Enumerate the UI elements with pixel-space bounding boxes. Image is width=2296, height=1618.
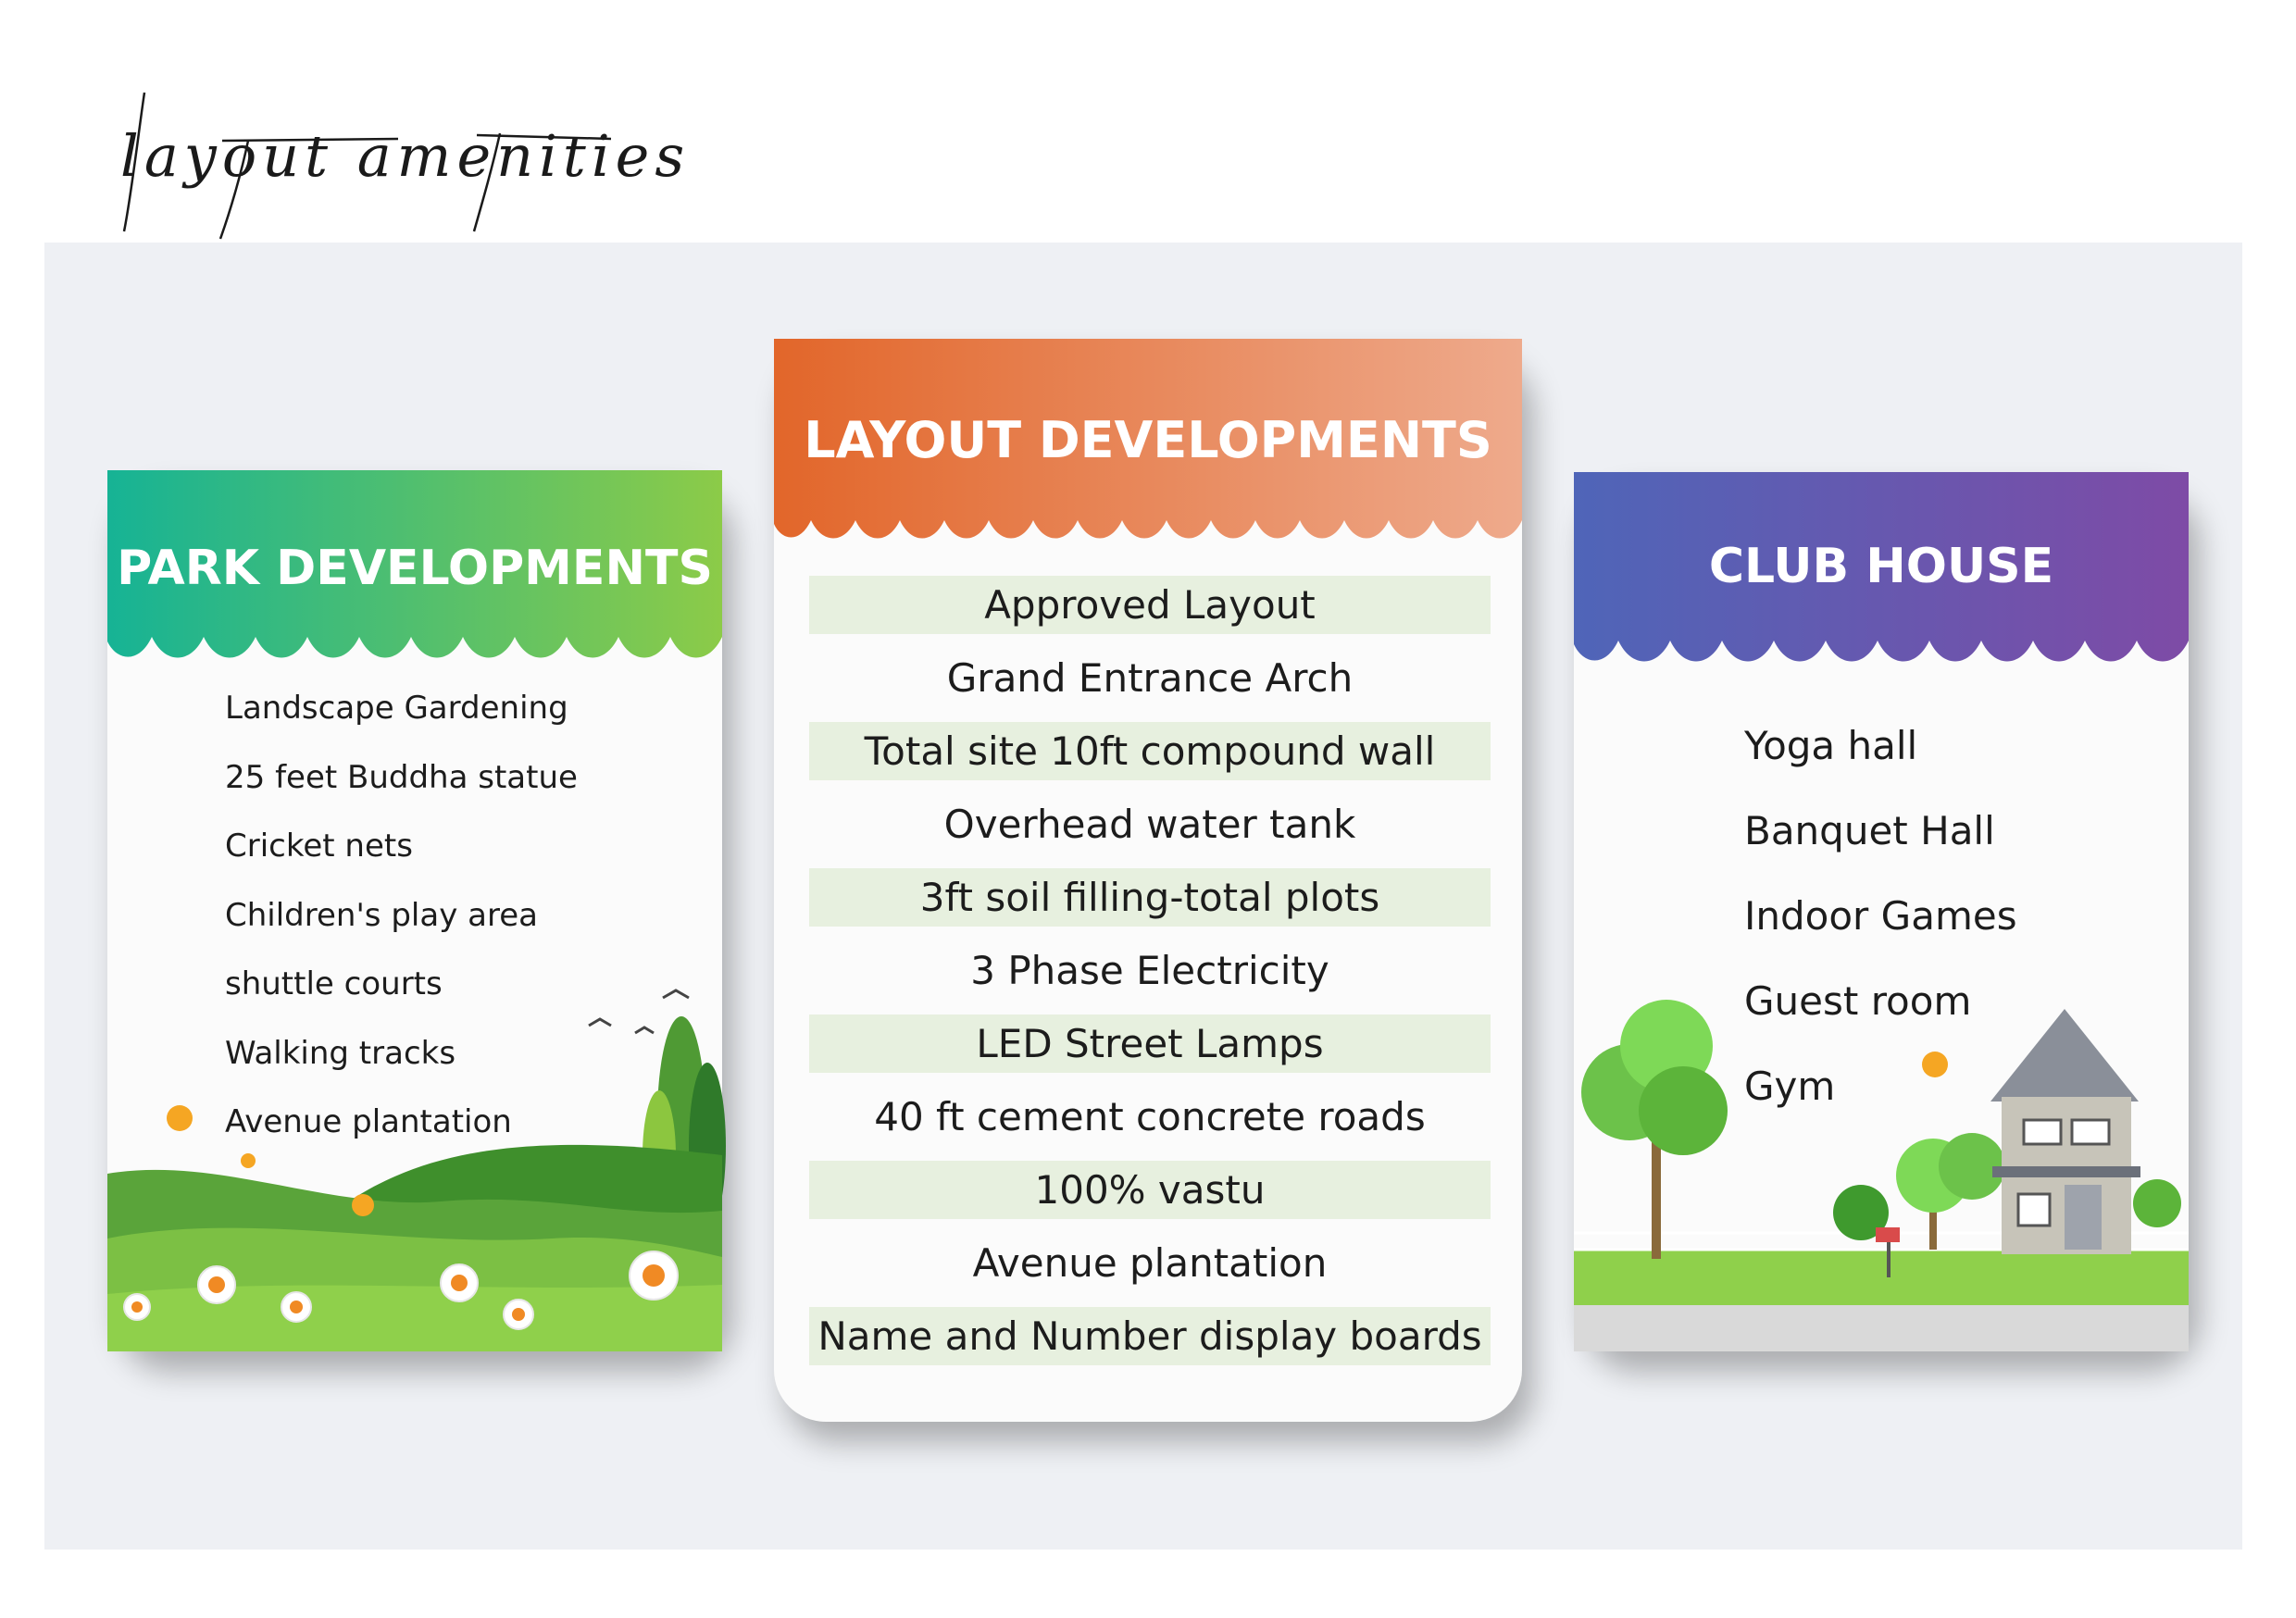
list-item: Total site 10ft compound wall	[809, 722, 1491, 780]
list-item: Cricket nets	[225, 828, 413, 865]
list-item: Landscape Gardening	[225, 690, 568, 727]
list-item: Avenue plantation	[972, 1240, 1328, 1286]
park-developments-card	[107, 470, 722, 1351]
list-item: Banquet Hall	[1744, 808, 1995, 853]
card-title: PARK DEVELOPMENTS	[117, 541, 713, 596]
club-house-card	[1574, 472, 2189, 1351]
svg-text:layout amenities: layout amenities	[120, 122, 691, 190]
list-item: Avenue plantation	[225, 1103, 512, 1140]
page-title	[111, 74, 691, 250]
layout-developments-card	[774, 339, 1522, 1422]
list-item: Indoor Games	[1744, 893, 2017, 939]
amenity-list	[1744, 703, 2017, 1129]
list-item: 25 feet Buddha statue	[225, 758, 578, 796]
list-item: LED Street Lamps	[809, 1014, 1491, 1073]
card-title: CLUB HOUSE	[1708, 539, 2054, 594]
list-item: Name and Number display boards	[809, 1307, 1491, 1365]
list-item: 3ft soil filling-total plots	[809, 868, 1491, 927]
park-landscape-illustration	[107, 970, 722, 1351]
list-item: 40 ft cement concrete roads	[874, 1094, 1426, 1139]
list-item: Gym	[1744, 1064, 1836, 1109]
list-item: shuttle courts	[225, 965, 443, 1002]
card-title: LAYOUT DEVELOPMENTS	[804, 411, 1492, 469]
list-item: Yoga hall	[1744, 723, 1918, 768]
list-item: Approved Layout	[809, 576, 1491, 634]
list-item: Guest room	[1744, 978, 1972, 1024]
amenity-list	[809, 576, 1491, 1380]
list-item: 100% vastu	[809, 1161, 1491, 1219]
list-item: 3 Phase Electricity	[970, 948, 1329, 993]
list-item: Grand Entrance Arch	[946, 655, 1354, 701]
list-item: Children's play area	[225, 896, 538, 934]
list-item: Walking tracks	[225, 1034, 456, 1072]
list-item: Overhead water tank	[943, 802, 1356, 847]
